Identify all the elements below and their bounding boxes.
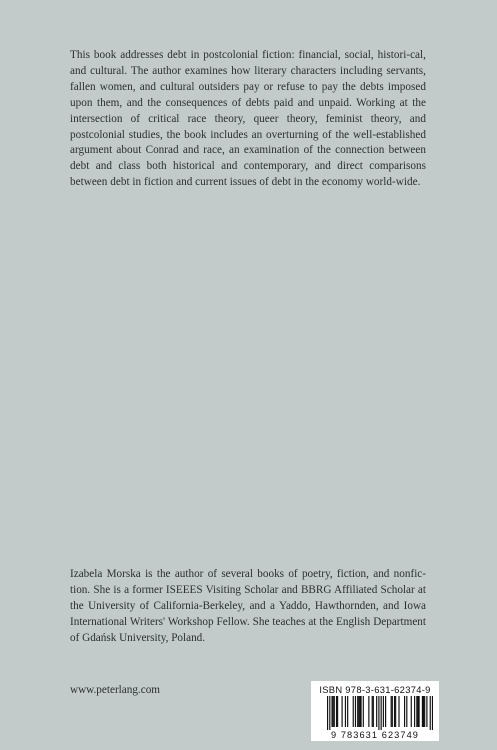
barcode-bar: [430, 696, 431, 730]
barcode-bar: [378, 696, 379, 730]
barcode-bar: [426, 696, 427, 727]
barcode-bar: [334, 696, 335, 727]
barcode-bar: [395, 696, 396, 727]
publisher-url: www.peterlang.com: [70, 684, 160, 696]
barcode-bar: [376, 696, 377, 727]
barcode-bar: [411, 696, 412, 727]
barcode-bar: [357, 696, 358, 727]
barcode-bar: [372, 696, 373, 727]
barcode-bar: [331, 696, 332, 727]
isbn-barcode: [311, 681, 439, 741]
barcode-bar: [398, 696, 399, 727]
barcode-bar: [368, 696, 369, 727]
barcode-bar: [385, 696, 386, 727]
barcode-bar: [342, 696, 343, 727]
barcode-bar: [347, 696, 348, 727]
barcode-bar: [337, 696, 338, 727]
book-description: This book addresses debt in postcolonial fiction: financial, social, histori-cal, and cultural. The author examines how literary characters including servants, fallen women, and cultural outsiders pay or refuse to pay the debts imposed upon them, and the consequences of debts paid and unpaid. Working at the intersection of critical race theory, queer theory, feminist theory, and postcolonial studies, the book includes an overturning of the well-established argument about Conrad and race, an examination of the connection between debt and class both historical and contemporary, and direct comparisons between debt in fiction and current issues of debt in the economy world-wide.: [70, 49, 426, 189]
barcode-bar: [392, 696, 393, 727]
barcode-bar: [358, 696, 359, 727]
barcode-bar: [333, 696, 334, 727]
barcode-bar: [329, 696, 330, 730]
barcode-bar: [360, 696, 361, 727]
barcode-bar: [424, 696, 425, 727]
barcode-bar: [373, 696, 374, 727]
barcode-bar: [359, 696, 360, 727]
barcode-bar: [394, 696, 395, 727]
barcode-bar: [416, 696, 417, 727]
author-bio: Izabela Morska is the author of several books of poetry, fiction, and nonfic-tion. She is a former ISEEES Visiting Scholar and BBRG Affiliated Scholar at the University of California-Berkeley, and a Yaddo, Hawthornden, and Iowa International Writers' Workshop Fellow. She teaches at the English Department of Gdańsk University, Poland.: [70, 568, 426, 644]
barcode-bar: [406, 696, 407, 727]
barcode-bar: [353, 696, 354, 727]
barcode-bar: [381, 696, 382, 730]
barcode-bar: [423, 696, 424, 727]
barcode-bar: [414, 696, 415, 727]
barcode-bar: [363, 696, 364, 727]
barcode-bar: [418, 696, 419, 727]
barcode-bar: [422, 696, 423, 727]
barcode-bar: [391, 696, 392, 727]
barcode-bar: [345, 696, 346, 727]
barcode-bar: [417, 696, 418, 727]
barcode-bar: [432, 696, 433, 730]
barcode-bar: [336, 696, 337, 727]
barcode-bars: [317, 696, 433, 730]
isbn-label: ISBN 978-3-631-62374-9: [319, 684, 431, 695]
barcode-bar: [404, 696, 405, 727]
barcode-bar: [327, 696, 328, 730]
barcode-bar: [355, 696, 356, 727]
barcode-bar: [383, 696, 384, 727]
barcode-digits: 9 783631 623749: [330, 730, 420, 740]
